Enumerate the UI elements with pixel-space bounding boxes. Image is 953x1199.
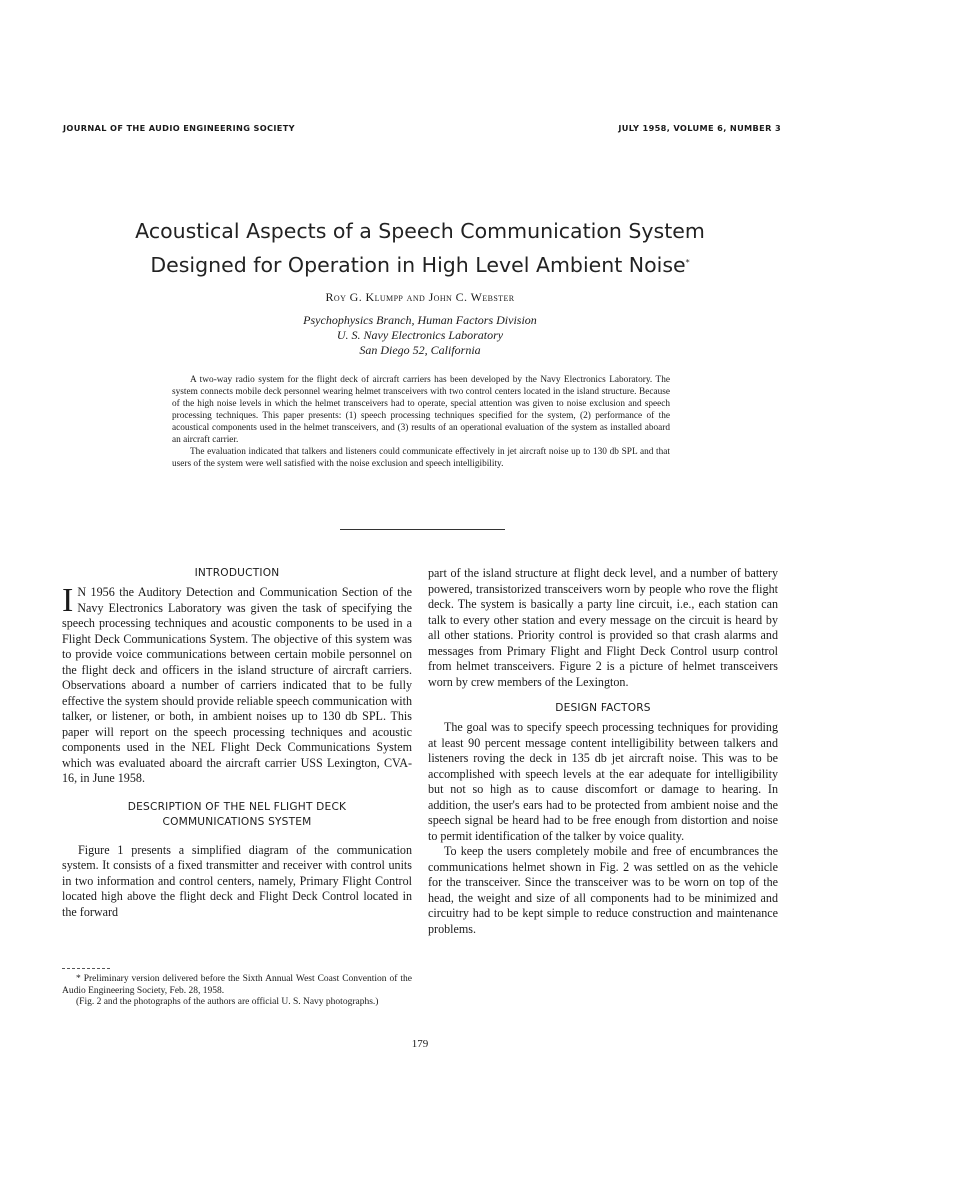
right-column [428, 566, 778, 937]
title-line-1: Acoustical Aspects of a Speech Communication System [135, 219, 705, 243]
intro-paragraph-text: N 1956 the Auditory Detection and Communication Section of the Navy Electronics Laboratory was given the task of specifying the speech processing techniques and acoustic components to be used in a Flight Deck Communications System. The objective of this system was to provide voice communications between certain mobile personnel on the flight deck and officers in the island structure of aircraft carriers. Observations aboard a number of carriers indicated that to be fully effective the system should provide reliable speech communication with talker, or listener, or both, in ambient noises up to 130 db SPL. This paper will report on the speech processing techniques and acoustic components used in the NEL Flight Deck Communications System which was evaluated aboard the aircraft carrier USS Lexington, CVA-16, in June 1958. [62, 585, 412, 785]
continued-paragraph: part of the island structure at flight deck level, and a number of battery powered, transistorized transceivers worn by people who rove the flight deck. The system is basically a party line circuit, i.e., each station can talk to every other station and every message on the circuit is heard by all other stations. Priority control is provided so that crash alarms and messages from Primary Flight and Flight Deck Control usurp control from helmet transceivers. Figure 2 is a picture of helmet transceivers worn by crew members of the Lexington. [428, 566, 778, 689]
intro-paragraph [62, 582, 412, 787]
footnote-2: (Fig. 2 and the photographs of the authors are official U. S. Navy photographs.) [76, 997, 379, 1007]
drop-cap: I [62, 582, 74, 619]
affiliation [0, 313, 840, 358]
heading-description [62, 800, 412, 830]
heading-description-line-2: COMMUNICATIONS SYSTEM [162, 815, 312, 828]
abstract-paragraph-2: The evaluation indicated that talkers and listeners could communicate effectively in jet aircraft noise up to 130 db SPL and that users of the system were well satisfied with the noise exclusion and speech intelligibility. [172, 447, 670, 469]
section-divider [340, 529, 505, 530]
title-line-2 [0, 248, 840, 282]
authors: Roy G. Klumpp and John C. Webster [325, 290, 515, 304]
heading-design-factors: DESIGN FACTORS [555, 702, 651, 714]
affiliation-line-1: Psychophysics Branch, Human Factors Division [303, 313, 537, 327]
heading-description-line-1: DESCRIPTION OF THE NEL FLIGHT DECK [127, 800, 347, 813]
description-paragraph: Figure 1 presents a simplified diagram of the communication system. It consists of a fixed transmitter and receiver with control units in two information and control centers, namely, Primary Flight Control located high above the flight deck and Flight Deck Control located in the forward [62, 842, 412, 919]
title-line-2-text: Designed for Operation in High Level Ambient Noise [150, 253, 686, 277]
page-number: 179 [411, 1038, 429, 1050]
running-head-issue: JULY 1958, VOLUME 6, NUMBER 3 [618, 123, 781, 133]
footnote-1: * Preliminary version delivered before the Sixth Annual West Coast Convention of the Audio Engineering Society, Feb. 28, 1958. [62, 974, 412, 996]
abstract-paragraph-1: A two-way radio system for the flight deck of aircraft carriers has been developed by the Navy Electronics Laboratory. The system connects mobile deck personnel wearing helmet transceivers with two control centers located in the island structure. Because of the high noise levels in which the helmet transceivers had to operate, special attention was given to noise exclusion and speech processing techniques. This paper presents: (1) speech processing techniques specified for the system, (2) performance of the acoustical components used in the helmet transceivers, and (3) results of an operational evaluation of the system as installed aboard an aircraft carrier. [172, 375, 670, 445]
heading-introduction: INTRODUCTION [194, 567, 280, 579]
affiliation-line-3: San Diego 52, California [359, 343, 481, 357]
footnote-divider [62, 968, 110, 969]
paper-title [0, 214, 840, 282]
running-head-journal: JOURNAL OF THE AUDIO ENGINEERING SOCIETY [63, 123, 295, 133]
design-paragraph-1: The goal was to specify speech processing techniques for providing at least 90 percent message content intelligibility between talkers and listeners roving the deck in 135 db jet aircraft noise. This was to be accomplished with speech levels at the ear adequate for intelligibility but not so high as to cause discomfort or damage to hearing. In addition, the user's ears had to be protected from ambient noise and the speech signal be heard had to be free enough from distortion and noise to permit identification of the talker by voice quality. [428, 720, 778, 843]
abstract [172, 374, 670, 470]
left-column [62, 566, 412, 920]
footnotes [62, 974, 412, 1009]
affiliation-line-2: U. S. Navy Electronics Laboratory [336, 328, 504, 342]
design-paragraph-2: To keep the users completely mobile and free of encumbrances the communications helmet shown in Fig. 2 was settled on as the vehicle for the transceiver. Since the transceiver was to be worn on top of the head, the weight and size of all components had to be minimized and circuitry had to be kept simple to reduce construction and maintenance problems. [428, 844, 778, 936]
title-footnote-mark: * [685, 258, 690, 267]
